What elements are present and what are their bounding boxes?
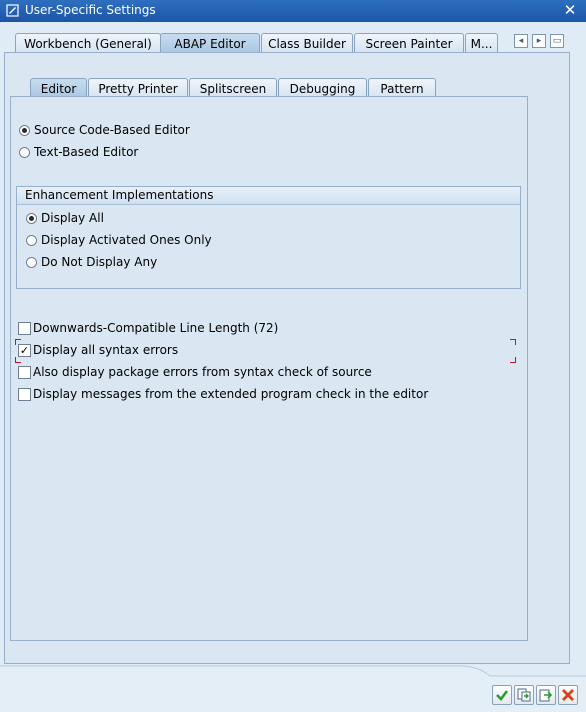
radio-label: Text-Based Editor — [34, 145, 139, 159]
tab-scroll-right-icon[interactable]: ▸ — [532, 34, 546, 48]
checkbox[interactable] — [18, 322, 31, 335]
checkbox[interactable] — [18, 366, 31, 379]
tab-screen-painter[interactable]: Screen Painter — [354, 33, 464, 55]
radio-display-activated-only[interactable] — [26, 231, 212, 249]
tab-abap-editor[interactable]: ABAP Editor — [160, 33, 260, 55]
checkbox-checked[interactable]: ✓ — [19, 343, 30, 357]
focus-frame-corner — [15, 339, 21, 345]
radio-label: Source Code-Based Editor — [34, 123, 190, 137]
checkbox[interactable] — [18, 388, 31, 401]
group-title: Enhancement Implementations — [17, 187, 520, 205]
radio-button[interactable] — [19, 147, 30, 158]
radio-label: Display All — [41, 211, 104, 225]
checkbox-label: Display all syntax errors — [33, 343, 179, 357]
checkbox-extended-check[interactable] — [18, 385, 428, 403]
subtab-editor[interactable]: Editor — [30, 78, 87, 100]
checkbox-line-length[interactable] — [18, 319, 278, 337]
focus-frame-corner — [510, 339, 516, 345]
radio-button[interactable] — [26, 257, 37, 268]
checkbox-package-errors[interactable] — [18, 363, 372, 381]
checkbox-syntax-errors[interactable] — [18, 341, 178, 359]
radio-text-based-editor[interactable] — [19, 143, 138, 161]
radio-label: Display Activated Ones Only — [41, 233, 212, 247]
radio-label: Do Not Display Any — [41, 255, 158, 269]
tab-list-icon[interactable]: ▭ — [550, 34, 564, 48]
radio-button-selected[interactable] — [26, 213, 37, 224]
subtab-pretty-printer[interactable]: Pretty Printer — [88, 78, 188, 100]
tab-class-builder[interactable]: Class Builder — [261, 33, 353, 55]
close-icon[interactable]: ✕ — [563, 1, 577, 19]
subtab-debugging[interactable]: Debugging — [278, 78, 367, 100]
radio-button-selected[interactable] — [19, 125, 30, 136]
copy-icon — [517, 688, 531, 702]
radio-display-all[interactable] — [26, 209, 104, 227]
copy-settings-button[interactable] — [514, 685, 534, 705]
cancel-button[interactable] — [558, 685, 578, 705]
window-title: User-Specific Settings — [25, 3, 156, 17]
radio-button[interactable] — [26, 235, 37, 246]
tab-more[interactable]: M... — [465, 33, 498, 55]
cancel-icon — [561, 688, 575, 702]
checkbox-label: Also display package errors from syntax check of source — [33, 365, 372, 379]
confirm-button[interactable] — [492, 685, 512, 705]
checkbox-label: Display messages from the extended program check in the editor — [33, 387, 429, 401]
focus-frame-corner — [510, 357, 516, 363]
checkbox-label: Downwards-Compatible Line Length (72) — [33, 321, 279, 335]
radio-do-not-display[interactable] — [26, 253, 157, 271]
title-bar — [0, 0, 586, 22]
settings-window-icon — [6, 4, 19, 17]
radio-source-code-editor[interactable] — [19, 121, 190, 139]
tab-workbench-general[interactable]: Workbench (General) — [15, 33, 161, 55]
save-settings-button[interactable] — [536, 685, 556, 705]
check-icon — [495, 688, 509, 702]
tab-scroll-left-icon[interactable]: ◂ — [514, 34, 528, 48]
subtab-splitscreen[interactable]: Splitscreen — [189, 78, 277, 100]
transfer-icon — [539, 688, 553, 702]
subtab-pattern[interactable]: Pattern — [368, 78, 436, 100]
